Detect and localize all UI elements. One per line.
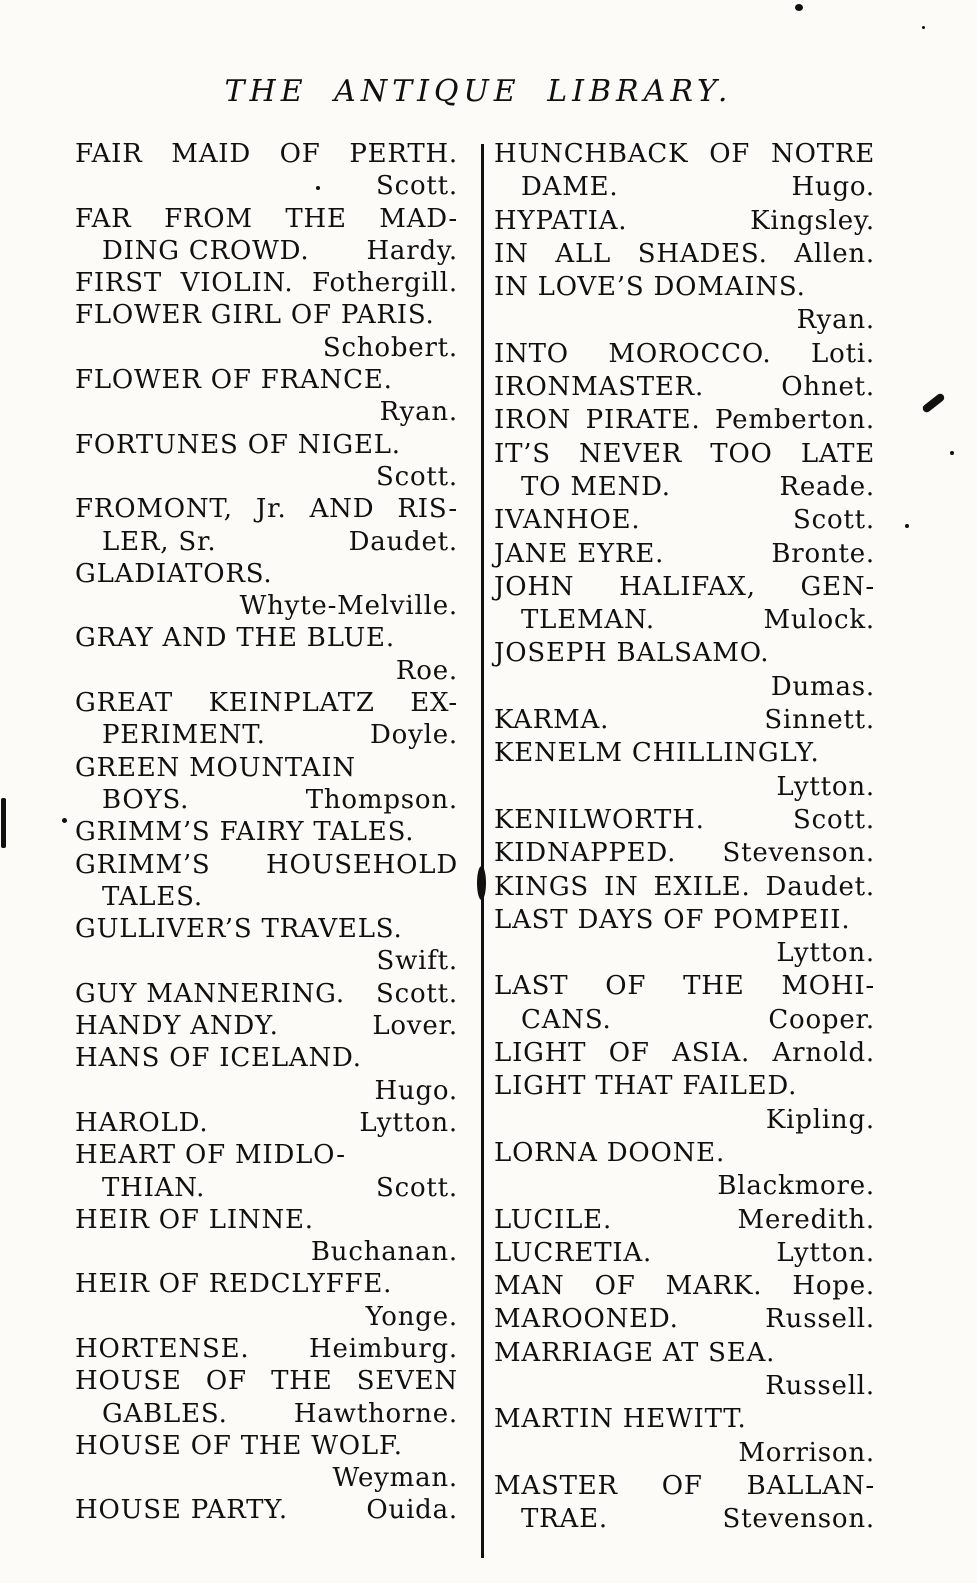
entry-line: [75, 784, 458, 816]
book-title: HANDY ANDY.: [75, 1011, 279, 1042]
entry-line: [75, 1075, 458, 1107]
entry-line: FORTUNES OF NIGEL.: [75, 429, 401, 460]
entry-line: [494, 1303, 875, 1336]
book-title: GABLES.: [102, 1398, 228, 1429]
entry-line: [75, 461, 458, 493]
left-column: [75, 138, 458, 1527]
entry-line: GREAT KEINPLATZ EX-: [75, 688, 458, 719]
book-author: Lytton.: [359, 1107, 458, 1138]
entry-line: GLADIATORS.: [75, 558, 273, 589]
scan-artifact-speck: [922, 26, 925, 29]
book-title: JANE EYRE.: [494, 538, 665, 569]
entry-line: HEIR OF LINNE.: [75, 1204, 314, 1235]
book-author: Schobert.: [322, 332, 458, 363]
entry-line: MAN OF MARK. Hope.: [494, 1271, 875, 1302]
entry-line: FROMONT, Jr. AND RIS-: [75, 494, 458, 525]
book-author: Stevenson.: [722, 838, 875, 869]
book-author: Cooper.: [768, 1004, 875, 1035]
book-author: Doyle.: [370, 720, 458, 751]
entry-line: FIRST VIOLIN. Fothergill.: [75, 268, 458, 299]
entry-line: FLOWER OF FRANCE.: [75, 365, 393, 396]
book-author: Heimburg.: [309, 1333, 458, 1364]
entry-line: LIGHT THAT FAILED.: [494, 1071, 798, 1102]
book-author: Stevenson.: [722, 1504, 875, 1535]
book-title: PERIMENT.: [102, 720, 266, 751]
book-author: Lytton.: [776, 1237, 875, 1268]
book-author: Scott.: [376, 461, 458, 492]
book-author: Blackmore.: [717, 1171, 875, 1202]
book-title: KIDNAPPED.: [494, 838, 677, 869]
book-author: Morrison.: [738, 1437, 875, 1468]
entry-line: FAR FROM THE MAD-: [75, 203, 458, 234]
book-title: THIAN.: [102, 1172, 206, 1203]
entry-line: [75, 655, 458, 687]
book-author: Lytton.: [776, 771, 875, 802]
column-divider-rule: [481, 144, 484, 1558]
entry-line: [75, 1462, 458, 1494]
book-author: Ohnet.: [781, 372, 875, 403]
book-title: GUY MANNERING.: [75, 978, 345, 1009]
entry-line: HOUSE OF THE WOLF.: [75, 1430, 403, 1461]
entry-line: [494, 471, 875, 504]
entry-line: INTO MOROCCO. Loti.: [494, 338, 875, 369]
entry-line: [494, 1237, 875, 1270]
book-author: Russell.: [765, 1370, 875, 1401]
entry-line: FAIR MAID OF PERTH.: [75, 139, 458, 169]
book-title: LER, Sr.: [102, 526, 217, 557]
entry-line: [75, 526, 458, 558]
book-title: KARMA.: [494, 705, 610, 736]
entry-line: GULLIVER’S TRAVELS.: [75, 914, 403, 945]
right-column: [494, 138, 875, 1536]
book-author: Weyman.: [332, 1463, 458, 1494]
entry-line: [494, 171, 875, 204]
book-author: Hardy.: [366, 235, 458, 266]
entry-line: [494, 804, 875, 837]
book-author: Hugo.: [791, 172, 875, 203]
entry-line: [494, 604, 875, 637]
book-author: Bronte.: [771, 538, 875, 569]
book-author: Swift.: [376, 946, 458, 977]
book-title: DAME.: [521, 172, 619, 203]
entry-line: IN LOVE’S DOMAINS.: [494, 272, 806, 303]
entry-line: [494, 205, 875, 238]
entry-line: LIGHT OF ASIA. Arnold.: [494, 1038, 875, 1069]
entry-line: MARTIN HEWITT.: [494, 1404, 747, 1435]
book-title: DING CROWD.: [102, 235, 310, 266]
entry-line: JOSEPH BALSAMO.: [494, 638, 770, 669]
book-title: HAROLD.: [75, 1107, 209, 1138]
book-author: Lover.: [372, 1011, 458, 1042]
page-title: THE ANTIQUE LIBRARY.: [224, 74, 733, 109]
entry-line: IN ALL SHADES. Allen.: [494, 238, 875, 269]
scan-artifact-speck: [905, 524, 909, 528]
entry-line: IT’S NEVER TOO LATE: [494, 438, 875, 469]
book-author: Roe.: [395, 655, 458, 686]
entry-line: [494, 1104, 875, 1137]
book-author: Daudet.: [348, 526, 458, 557]
entry-line: [75, 719, 458, 751]
book-title: IRONMASTER.: [494, 372, 705, 403]
entry-line: GRIMM’S HOUSEHOLD: [75, 849, 458, 880]
entry-line: JOHN HALIFAX, GEN-: [494, 571, 875, 602]
entry-line: [75, 1107, 458, 1139]
entry-line: [494, 937, 875, 970]
entry-line: [494, 1170, 875, 1203]
entry-line: [494, 1204, 875, 1237]
scan-artifact-speck: [950, 451, 954, 455]
entry-line: [75, 396, 458, 428]
entry-line: IRON PIRATE. Pemberton.: [494, 405, 875, 436]
entry-line: [75, 170, 458, 202]
book-author: Sinnett.: [764, 705, 875, 736]
book-author: Meredith.: [737, 1204, 875, 1235]
book-author: Kipling.: [765, 1104, 875, 1135]
book-author: Scott.: [376, 978, 458, 1009]
book-title: IVANHOE.: [494, 505, 641, 536]
entry-line: [75, 978, 458, 1010]
scan-artifact-dot: [795, 4, 803, 11]
entry-line: HEART OF MIDLO-: [75, 1140, 346, 1171]
entry-line: [494, 704, 875, 737]
book-author: Mulock.: [763, 605, 875, 636]
book-author: Dumas.: [770, 671, 875, 702]
book-title: HYPATIA.: [494, 205, 628, 236]
entry-line: LORNA DOONE.: [494, 1137, 726, 1168]
entry-line: [75, 1010, 458, 1042]
scan-artifact-pen-slash: [921, 392, 946, 414]
book-title: TRAE.: [521, 1504, 608, 1535]
entry-line: [75, 945, 458, 977]
book-title: HOUSE PARTY.: [75, 1495, 288, 1526]
entry-line: [494, 538, 875, 571]
book-author: Scott.: [793, 804, 875, 835]
entry-line: MASTER OF BALLAN-: [494, 1470, 875, 1501]
entry-line: [494, 837, 875, 870]
entry-line: KINGS IN EXILE. Daudet.: [494, 871, 875, 902]
book-author: Hugo.: [374, 1075, 458, 1106]
entry-line: FLOWER GIRL OF PARIS.: [75, 300, 435, 331]
entry-line: [494, 1437, 875, 1470]
book-title: LUCILE.: [494, 1204, 613, 1235]
entry-line: GRIMM’S FAIRY TALES.: [75, 817, 415, 848]
book-title: HORTENSE.: [75, 1333, 250, 1364]
entry-line: [75, 235, 458, 267]
book-author: Kingsley.: [750, 205, 875, 236]
entry-line: [75, 1494, 458, 1526]
book-author: Yonge.: [365, 1301, 458, 1332]
entry-line: [494, 1370, 875, 1403]
scan-artifact-dot: [62, 818, 67, 823]
book-title: MAROONED.: [494, 1304, 679, 1335]
book-author: Ouida.: [366, 1495, 458, 1526]
entry-line: [75, 590, 458, 622]
entry-line: HANS OF ICELAND.: [75, 1043, 362, 1074]
book-title: KENILWORTH.: [494, 804, 705, 835]
book-author: Buchanan.: [310, 1237, 458, 1268]
entry-line: [494, 504, 875, 537]
entry-line: LAST OF THE MOHI-: [494, 971, 875, 1002]
entry-line: [494, 671, 875, 704]
entry-line: HEIR OF REDCLYFFE.: [75, 1269, 393, 1300]
entry-line: [494, 771, 875, 804]
entry-line: [75, 1398, 458, 1430]
book-title: BOYS.: [102, 784, 190, 815]
book-author: Scott.: [376, 1172, 458, 1203]
book-author: Thompson.: [305, 784, 458, 815]
entry-line: MARRIAGE AT SEA.: [494, 1337, 776, 1368]
entry-line: [494, 371, 875, 404]
entry-line: KENELM CHILLINGLY.: [494, 738, 820, 769]
entry-line: HUNCHBACK OF NOTRE: [494, 139, 875, 169]
book-author: Ryan.: [796, 305, 875, 336]
entry-line: [75, 1301, 458, 1333]
entry-line: [75, 332, 458, 364]
entry-line: [75, 1172, 458, 1204]
book-title: TLEMAN.: [521, 605, 655, 636]
book-author: Lytton.: [776, 938, 875, 969]
book-author: Whyte-Melville.: [239, 591, 458, 622]
entry-line: HOUSE OF THE SEVEN: [75, 1366, 458, 1397]
entry-line: [75, 1333, 458, 1365]
entry-line: [494, 1004, 875, 1037]
book-author: Hawthorne.: [293, 1398, 458, 1429]
book-title: LUCRETIA.: [494, 1237, 653, 1268]
book-title: CANS.: [521, 1004, 612, 1035]
scan-artifact-margin-bar: [1, 798, 6, 848]
book-title: TO MEND.: [521, 471, 671, 502]
entry-line: [75, 1236, 458, 1268]
scan-artifact-speck: [316, 186, 320, 190]
book-author: Ryan.: [379, 397, 458, 428]
entry-line: TALES.: [102, 881, 203, 912]
book-author: Russell.: [765, 1304, 875, 1335]
book-author: Scott.: [376, 171, 458, 202]
entry-line: GREEN MOUNTAIN: [75, 752, 356, 783]
book-author: Reade.: [779, 471, 875, 502]
entry-line: [494, 304, 875, 337]
entry-line: [494, 1503, 875, 1536]
entry-line: GRAY AND THE BLUE.: [75, 623, 395, 654]
book-author: Scott.: [793, 505, 875, 536]
scan-artifact-ink-blob: [477, 866, 486, 900]
entry-line: LAST DAYS OF POMPEII.: [494, 904, 851, 935]
